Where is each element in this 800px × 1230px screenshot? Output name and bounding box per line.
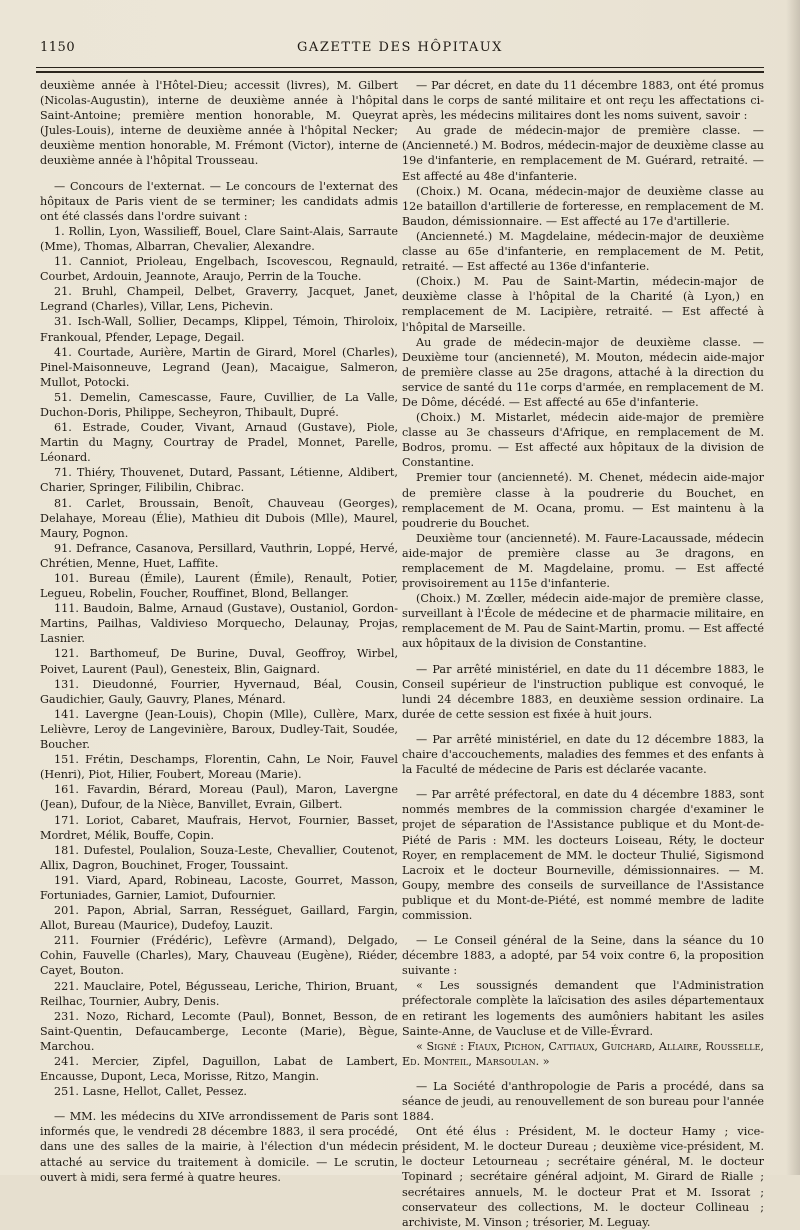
list-item: 111. Baudoin, Balme, Arnaud (Gustave), Oustaniol, Gordon-Martins, Pailhas, Valdivieso Morquecho, Delaunay, Projas, Lasnier. <box>40 602 398 646</box>
paragraph: Au grade de médecin-major de deuxième classe. — Deuxième tour (ancienneté), M. Mouton, médecin aide-major de première classe au 25e dragons, attaché à la direction du service de santé du 11e corps d'armée, en remplacement de M. De Dôme, décédé. — Est affecté au 65e d'infanterie. <box>402 335 764 409</box>
list-item: 61. Estrade, Couder, Vivant, Arnaud (Gustave), Piole, Martin du Magny, Courtray de Pradel, Monnet, Parelle, Léonard. <box>40 421 398 465</box>
paragraph: — Par décret, en date du 11 décembre 1883, ont été promus dans le corps de santé militaire et ont reçu les affectations ci-après, les médecins militaires dont les noms suivent, savoir : <box>402 79 764 123</box>
list-item: 161. Favardin, Bérard, Moreau (Paul), Maron, Lavergne (Jean), Dufour, de la Nièce, Banvillet, Evrain, Gilbert. <box>40 783 398 812</box>
paragraph: (Choix.) M. Pau de Saint-Martin, médecin-major de deuxième classe à l'hôpital de la Charité (à Lyon,) en remplacement de M. Lacipière, retraité. — Est affecté à l'hôpital de Marseille. <box>402 275 764 334</box>
paragraph: Premier tour (ancienneté). M. Chenet, médecin aide-major de première classe à la poudrerie du Bouchet, en remplacement de M. Ocana, promu. — Est maintenu à la poudrerie du Bouchet. <box>402 471 764 530</box>
list-item: 141. Lavergne (Jean-Louis), Chopin (Mlle), Cullère, Marx, Lelièvre, Leroy de Langevinière, Baroux, Dudley-Tait, Soudée, Boucher. <box>40 707 398 752</box>
paragraph: — Par arrêté ministériel, en date du 12 décembre 1883, la chaire d'accouchements, maladies des femmes et des enfants à la Faculté de médecine de Paris est déclarée vacante. <box>402 732 764 777</box>
paragraph: (Ancienneté.) M. Magdelaine, médecin-major de deuxième classe au 65e d'infanterie, en remplacement de M. Petit, retraité. — Est affecté au 136e d'infanterie. <box>402 229 764 274</box>
header-rule-thin <box>36 67 764 68</box>
list-item: 51. Demelin, Camescasse, Faure, Cuvillier, de La Valle, Duchon-Doris, Philippe, Secheyron, Thibault, Dupré. <box>40 390 398 419</box>
paragraph: deuxième année à l'Hôtel-Dieu; accessit (livres), M. Gilbert (Nicolas-Augustin), interne de deuxième année à l'hôpital Saint-Antoine; première mention honorable, M. Queyrat (Jules-Louis), interne de deuxième année à l'hôpital Necker; deuxième mention honorable, M. Frémont (Victor), interne de deuxième année à l'hôpital Trousseau. <box>40 79 398 168</box>
list-item: 41. Courtade, Aurière, Martin de Girard, Morel (Charles), Pinel-Maisonneuve, Legrand (Jean), Macaigue, Salmeron, Mullot, Potocki. <box>40 345 398 389</box>
paragraph: « Les soussignés demandent que l'Administration préfectorale complète la laïcisation des asiles départementaux en retirant les logements des aumôniers habitant les asiles Sainte-Anne, de Vaucluse et de Ville-Évrard. <box>402 979 764 1038</box>
signature-line: « Signé : Fiaux, Pichon, Cattiaux, Guichard, Allaire, Rousselle, Ed. Monteil, Marsoulan. » <box>402 1039 764 1068</box>
list-item: 201. Papon, Abrial, Sarran, Rességuet, Gaillard, Fargin, Allot, Bureau (Maurice), Dudefoy, Lauzit. <box>40 904 398 933</box>
journal-title: GAZETTE DES HÔPITAUX <box>297 40 503 55</box>
list-item: 81. Carlet, Broussain, Benoît, Chauveau (Georges), Delahaye, Moreau (Élie), Mathieu dit Dubois (Mlle), Maurel, Maury, Pognon. <box>40 496 398 540</box>
list-item: 1. Rollin, Lyon, Wassilieff, Bouel, Clare Saint-Alais, Sarraute (Mme), Thomas, Albarran, Chevalier, Alexandre. <box>40 224 398 253</box>
list-item: 171. Loriot, Cabaret, Maufrais, Hervot, Fournier, Basset, Mordret, Mélik, Bouffe, Copin. <box>40 813 398 842</box>
list-item: 131. Dieudonné, Fourrier, Hyvernaud, Béal, Cousin, Gaudichier, Gauly, Gauvry, Planes, Ménard. <box>40 677 398 706</box>
list-item: 101. Bureau (Émile), Laurent (Émile), Renault, Potier, Legueu, Robelin, Foucher, Rouffinet, Blond, Bellanger. <box>40 572 398 601</box>
page-header <box>36 40 764 62</box>
list-item: 71. Thiéry, Thouvenet, Dutard, Passant, Létienne, Aldibert, Charier, Springer, Filibilin, Chibrac. <box>40 466 398 495</box>
left-column <box>40 78 398 1185</box>
list-item: 91. Defrance, Casanova, Persillard, Vauthrin, Loppé, Hervé, Chrétien, Menne, Huet, Laffite. <box>40 541 398 570</box>
right-column <box>402 78 764 1230</box>
paragraph: Au grade de médecin-major de première classe. — (Ancienneté.) M. Bodros, médecin-major de deuxième classe au 19e d'infanterie, en remplacement de M. Guérard, retraité. — Est affecté au 48e d'infanterie. <box>402 124 764 183</box>
header-rule-thick <box>36 71 764 73</box>
list-item: 241. Mercier, Zipfel, Daguillon, Labat de Lambert, Encausse, Dupont, Leca, Morisse, Ritzo, Mangin. <box>40 1055 398 1084</box>
page-edge-shadow <box>786 0 800 1175</box>
list-item: 231. Nozo, Richard, Lecomte (Paul), Bonnet, Besson, de Saint-Quentin, Defaucamberge, Leconte (Marie), Bègue, Marchou. <box>40 1009 398 1053</box>
paragraph: Deuxième tour (ancienneté). M. Faure-Lacaussade, médecin aide-major de première classe au 3e dragons, en remplacement de M. Magdelaine, promu. — Est affecté provisoirement au 115e d'infanterie. <box>402 531 764 591</box>
list-item: 31. Isch-Wall, Sollier, Decamps, Klippel, Témoin, Thiroloix, Frankoual, Pfender, Lepage, Degail. <box>40 315 398 344</box>
list-item: 11. Canniot, Prioleau, Engelbach, Iscovescou, Regnauld, Courbet, Ardouin, Jeannote, Araujo, Perrin de la Touche. <box>40 255 398 284</box>
list-item: 191. Viard, Apard, Robineau, Lacoste, Gourret, Masson, Fortuniades, Garnier, Lamiot, Dufournier. <box>40 873 398 902</box>
paragraph: — Le Conseil général de la Seine, dans la séance du 10 décembre 1883, a adopté, par 54 voix contre 6, la proposition suivante : <box>402 934 764 978</box>
list-item: 181. Dufestel, Poulalion, Souza-Leste, Chevallier, Coutenot, Allix, Dagron, Bouchinet, Froger, Toussaint. <box>40 843 398 872</box>
paragraph: — Par arrêté préfectoral, en date du 4 décembre 1883, sont nommés membres de la commission chargée d'examiner le projet de séparation de l'Assistance publique et du Mont-de-Piété de Paris : MM. les docteurs Loiseau, Réty, le docteur Royer, en remplacement de MM. le docteur Thulié, Sigismond Lacroix et le docteur Bourneville, démissionnaires. — M. Goupy, membre des conseils de surveillance de l'Assistance publique et du Mont-de-Piété, est nommé membre de ladite commission. <box>402 788 764 922</box>
list-item: 211. Fournier (Frédéric), Lefèvre (Armand), Delgado, Cohin, Fauvelle (Charles), Mary, Chauveau (Eugène), Riéder, Cayet, Bouton. <box>40 934 398 978</box>
paragraph: — Par arrêté ministériel, en date du 11 décembre 1883, le Conseil supérieur de l'instruction publique est convoqué, le lundi 24 décembre 1883, en deuxième session ordinaire. La durée de cette session est fixée à huit jours. <box>402 662 764 721</box>
page-number: 1150 <box>40 40 76 55</box>
list-item: 151. Frétin, Deschamps, Florentin, Cahn, Le Noir, Fauvel (Henri), Piot, Hilier, Foubert, Moreau (Marie). <box>40 753 398 782</box>
paragraph: (Choix.) M. Ocana, médecin-major de deuxième classe au 12e bataillon d'artillerie de forteresse, en remplacement de M. Baudon, démissionnaire. — Est affecté au 17e d'artillerie. <box>402 184 764 228</box>
paragraph: — MM. les médecins du XIVe arrondissement de Paris sont informés que, le vendredi 28 décembre 1883, il sera procédé, dans une des salles de la mairie, à l'élection d'un médecin attaché au service du traitement à domicile. — Le scrutin, ouvert à midi, sera fermé à quatre heures. <box>40 1110 398 1184</box>
paragraph: — Concours de l'externat. — Le concours de l'externat des hôpitaux de Paris vient de se terminer; les candidats admis ont été classés dans l'ordre suivant : <box>40 179 398 223</box>
paragraph: (Choix.) M. Zœller, médecin aide-major de première classe, surveillant à l'École de médecine et de pharmacie militaire, en remplacement de M. Pau de Saint-Martin, promu. — Est affecté aux hôpitaux de la division de Constantine. <box>402 592 764 651</box>
list-item: 121. Barthomeuf, De Burine, Duval, Geoffroy, Wirbel, Poivet, Laurent (Paul), Genesteix, Blin, Gaignard. <box>40 647 398 676</box>
list-item: 221. Mauclaire, Potel, Bégusseau, Leriche, Thirion, Bruant, Reilhac, Tournier, Aubry, Denis. <box>40 979 398 1008</box>
paragraph: Ont été élus : Président, M. le docteur Hamy ; vice-président, M. le docteur Dureau ; deuxième vice-président, M. le docteur Letourneau ; secrétaire général, M. le docteur Topinard ; secrétaire général adjoint, M. Girard de Rialle ; secrétaires annuels, M. le docteur Prat et M. Issorat ; conservateur des collections, M. le docteur Collineau ; archiviste, M. Vinson ; trésorier, M. Leguay. <box>402 1125 764 1229</box>
paragraph: (Choix.) M. Mistarlet, médecin aide-major de première classe au 3e chasseurs d'Afrique, en remplacement de M. Bodros, promu. — Est affecté aux hôpitaux de la division de Constantine. <box>402 411 764 470</box>
paragraph: — La Société d'anthropologie de Paris a procédé, dans sa séance de jeudi, au renouvellement de son bureau pour l'année 1884. <box>402 1079 764 1124</box>
list-item: 21. Bruhl, Champeil, Delbet, Graverry, Jacquet, Janet, Legrand (Charles), Villar, Lens, Pichevin. <box>40 285 398 314</box>
list-item: 251. Lasne, Hellot, Callet, Pessez. <box>54 1085 247 1099</box>
